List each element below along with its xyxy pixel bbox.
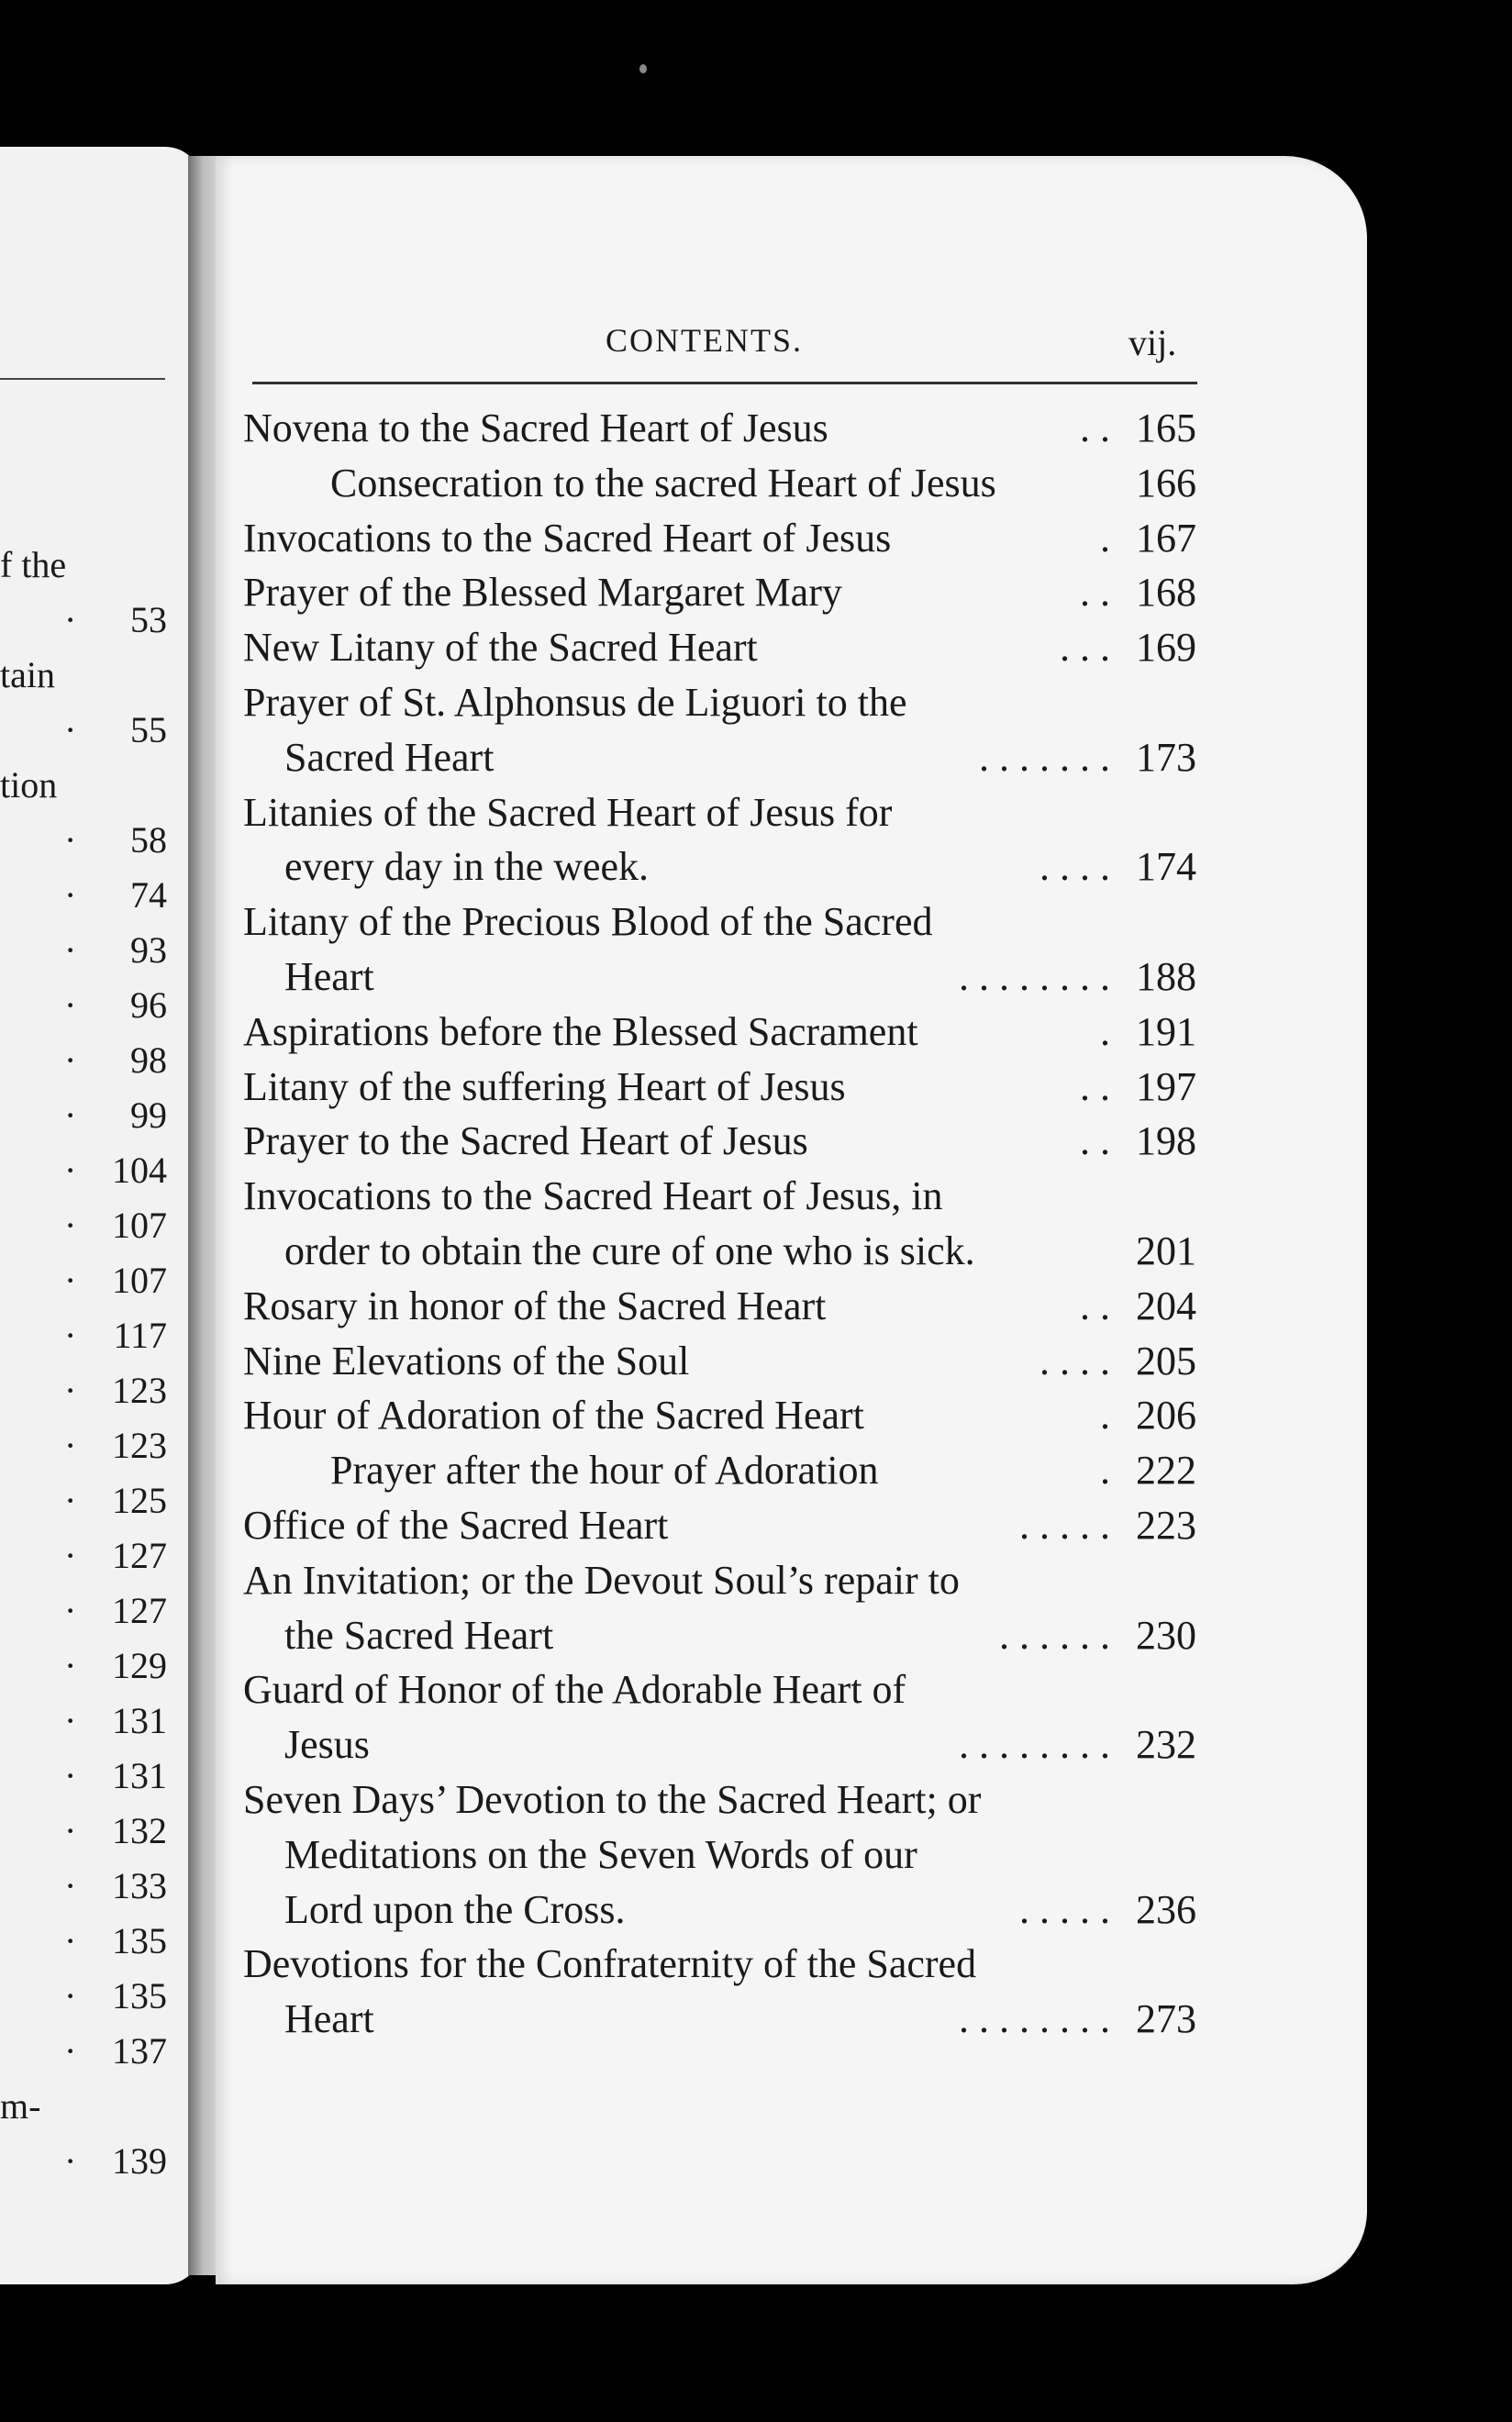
toc-leader-dots: . . . . . . (999, 1613, 1110, 1658)
toc-entry (243, 1554, 1110, 1607)
left-page-number: 132 (112, 1810, 167, 1851)
toc-entry (243, 1170, 1110, 1223)
toc-page-number: 204 (1136, 1283, 1196, 1328)
toc-leader-dots: . . (1080, 1064, 1110, 1109)
toc-leader-dots: . . . . . . . . (959, 1722, 1110, 1767)
leader-dot: · (64, 1150, 77, 1191)
leader-dot: · (64, 1865, 77, 1906)
left-page-number: 53 (130, 599, 167, 640)
left-page-number: 123 (112, 1425, 167, 1466)
leader-dot: · (64, 1205, 77, 1246)
toc-leader-dots: . . . . . . . . (959, 954, 1110, 999)
running-head: CONTENTS. (606, 322, 803, 359)
left-page-number: 107 (112, 1205, 167, 1246)
leader-dot: · (64, 2140, 77, 2182)
toc-leader-dots: . (1100, 516, 1110, 561)
toc-entry (243, 566, 1110, 619)
toc-entry (284, 1828, 1110, 1882)
left-line: f the (0, 544, 67, 585)
toc-entry-title: Prayer after the hour of Adoration (330, 1448, 879, 1493)
left-page-number: 96 (130, 984, 167, 1026)
left-page-number: 107 (112, 1260, 167, 1301)
toc-entry-title: Devotions for the Confraternity of the Sacred (243, 1941, 977, 1986)
toc-leader-dots: . (1100, 1393, 1110, 1438)
toc-page-number: 232 (1136, 1722, 1196, 1767)
toc-entry (243, 1115, 1110, 1168)
leader-dot: · (64, 1645, 77, 1686)
toc-page-number: 198 (1136, 1118, 1196, 1163)
leader-dot: · (64, 709, 77, 750)
toc-entry-title: Prayer of St. Alphonsus de Liguori to the (243, 680, 907, 725)
toc-entry (284, 950, 1110, 1004)
leader-dot: · (64, 1975, 77, 2016)
toc-leader-dots: . . . . (1040, 1339, 1110, 1383)
toc-page-number: 167 (1136, 516, 1196, 561)
toc-entry-title: Invocations to the Sacred Heart of Jesus (243, 516, 892, 561)
toc-entry-title: Hour of Adoration of the Sacred Heart (243, 1393, 864, 1438)
toc-page-number: 191 (1136, 1009, 1196, 1054)
leader-dot: · (64, 819, 77, 861)
toc-page-number: 222 (1136, 1448, 1196, 1493)
toc-entry-title: Prayer of the Blessed Margaret Mary (243, 570, 842, 615)
header-rule (252, 382, 1197, 384)
toc-leader-dots: . . . . . (1019, 1503, 1110, 1548)
toc-entry-title: New Litany of the Sacred Heart (243, 625, 758, 670)
left-page-number: 127 (112, 1535, 167, 1576)
toc-page-number: 173 (1136, 735, 1196, 780)
toc-entry (243, 1280, 1110, 1333)
left-page-number: 55 (130, 709, 167, 750)
toc-page-number: 166 (1136, 461, 1196, 506)
toc-entry (243, 1005, 1110, 1059)
left-page-number: 123 (112, 1370, 167, 1411)
toc-entry-title: Aspirations before the Blessed Sacrament (243, 1009, 918, 1054)
left-page-number: 125 (112, 1480, 167, 1521)
left-page (0, 147, 202, 2284)
toc-entry (284, 1883, 1110, 1937)
leader-dot: · (64, 1590, 77, 1631)
left-line: tion (0, 764, 58, 805)
toc-entry (284, 840, 1110, 894)
left-page-number: 133 (112, 1865, 167, 1906)
toc-entry (243, 676, 1110, 729)
leader-dot: · (64, 1425, 77, 1466)
toc-entry (284, 1609, 1110, 1662)
toc-page-number: 165 (1136, 406, 1196, 450)
page-number: vij. (1128, 322, 1177, 363)
toc-leader-dots: . . . . . (1019, 1887, 1110, 1932)
toc-page-number: 230 (1136, 1613, 1196, 1658)
toc-page-number: 188 (1136, 954, 1196, 999)
leader-dot: · (64, 1315, 77, 1356)
toc-entry-title: order to obtain the cure of one who is sick. (284, 1228, 975, 1273)
toc-leader-dots: . . (1080, 406, 1110, 450)
left-page-number: 93 (130, 929, 167, 971)
toc-entry-title: Office of the Sacred Heart (243, 1503, 669, 1548)
speck (639, 64, 647, 73)
toc-entry-title: the Sacred Heart (284, 1613, 554, 1658)
leader-dot: · (64, 1094, 77, 1136)
left-page-number: 139 (112, 2140, 167, 2182)
leader-dot: · (64, 984, 77, 1026)
toc-entry (243, 895, 1110, 949)
leader-dot: · (64, 1039, 77, 1081)
toc-leader-dots: . . . . . . . . (959, 1996, 1110, 2041)
toc-leader-dots: . . (1080, 1118, 1110, 1163)
leader-dot: · (64, 1480, 77, 1521)
toc-entry (284, 1718, 1110, 1772)
left-page-number: 104 (112, 1150, 167, 1191)
toc-entry-title: Lord upon the Cross. (284, 1887, 626, 1932)
toc-entry (243, 1663, 1110, 1717)
toc-page-number: 201 (1136, 1228, 1196, 1273)
leader-dot: · (64, 929, 77, 971)
toc-entry (330, 1444, 1110, 1497)
left-page-number: 117 (113, 1315, 167, 1356)
left-page-rule (0, 378, 165, 380)
left-page-number: 74 (130, 874, 167, 916)
toc-entry-title: Litanies of the Sacred Heart of Jesus for (243, 790, 893, 835)
toc-entry (284, 1993, 1110, 2046)
toc-entry (243, 621, 1110, 674)
toc-page-number: 205 (1136, 1339, 1196, 1383)
toc-entry-title: Seven Days’ Devotion to the Sacred Heart; or (243, 1777, 982, 1822)
leader-dot: · (64, 1920, 77, 1961)
left-line: tain (0, 654, 55, 695)
toc-entry (243, 1773, 1110, 1827)
leader-dot: · (64, 1260, 77, 1301)
toc-page-number: 174 (1136, 844, 1196, 889)
toc-entry (284, 1225, 1110, 1278)
toc-entry-title: every day in the week. (284, 844, 650, 889)
toc-entry (243, 786, 1110, 839)
toc-leader-dots: . . (1080, 570, 1110, 615)
leader-dot: · (64, 1535, 77, 1576)
toc-leader-dots: . . . . (1040, 844, 1110, 889)
toc-leader-dots: . (1100, 1448, 1110, 1493)
toc-entry-title: Heart (284, 954, 374, 999)
toc-entry-title: Rosary in honor of the Sacred Heart (243, 1283, 827, 1328)
toc-entry (243, 1499, 1110, 1552)
toc-entry-title: Jesus (284, 1722, 370, 1767)
toc-entry-title: Prayer to the Sacred Heart of Jesus (243, 1118, 808, 1163)
leader-dot: · (64, 599, 77, 640)
left-page-number: 135 (112, 1975, 167, 2016)
toc-leader-dots: . . (1080, 1283, 1110, 1328)
left-page-number: 127 (112, 1590, 167, 1631)
toc-entry-title: Nine Elevations of the Soul (243, 1339, 690, 1383)
left-page-number: 99 (130, 1094, 167, 1136)
toc-page-number: 169 (1136, 625, 1196, 670)
toc-page-number: 223 (1136, 1503, 1196, 1548)
toc-entry-title: An Invitation; or the Devout Soul’s repair to (243, 1558, 960, 1603)
toc-entry (284, 731, 1110, 784)
toc-entry-title: Guard of Honor of the Adorable Heart of (243, 1667, 906, 1712)
toc-page-number: 168 (1136, 570, 1196, 615)
left-page-number: 98 (130, 1039, 167, 1081)
toc-entry-title: Novena to the Sacred Heart of Jesus (243, 406, 828, 450)
leader-dot: · (64, 1810, 77, 1851)
leader-dot: · (64, 1370, 77, 1411)
toc-entry-title: Sacred Heart (284, 735, 495, 780)
toc-entry-title: Litany of the suffering Heart of Jesus (243, 1064, 846, 1109)
left-page-number: 131 (112, 1700, 167, 1741)
toc-entry (243, 1335, 1110, 1388)
leader-dot: · (64, 1755, 77, 1796)
toc-entry-title: Heart (284, 1996, 374, 2041)
toc-leader-dots: . . . . . . . (979, 735, 1110, 780)
toc-entry-title: Consecration to the sacred Heart of Jesus (330, 461, 996, 506)
toc-leader-dots: . . . (1060, 625, 1110, 670)
left-page-number: 131 (112, 1755, 167, 1796)
toc-entry (243, 512, 1110, 565)
toc-entry-title: Meditations on the Seven Words of our (284, 1832, 917, 1877)
toc-leader-dots: . (1100, 1009, 1110, 1054)
leader-dot: · (64, 2030, 77, 2072)
toc-page-number: 197 (1136, 1064, 1196, 1109)
toc-entry (243, 1389, 1110, 1442)
left-page-number: 135 (112, 1920, 167, 1961)
toc-entry (243, 1938, 1110, 1991)
toc-entry-title: Litany of the Precious Blood of the Sacred (243, 899, 933, 944)
leader-dot: · (64, 874, 77, 916)
toc-entry-title: Invocations to the Sacred Heart of Jesus, in (243, 1173, 943, 1218)
toc-entry (330, 457, 1110, 510)
toc-entry (243, 402, 1110, 455)
toc-page-number: 206 (1136, 1393, 1196, 1438)
left-line: m- (0, 2085, 41, 2127)
left-page-number: 137 (112, 2030, 167, 2072)
toc-page-number: 273 (1136, 1996, 1196, 2041)
leader-dot: · (64, 1700, 77, 1741)
left-page-number: 58 (130, 819, 167, 861)
toc-page-number: 236 (1136, 1887, 1196, 1932)
left-page-number: 129 (112, 1645, 167, 1686)
toc-entry (243, 1061, 1110, 1114)
